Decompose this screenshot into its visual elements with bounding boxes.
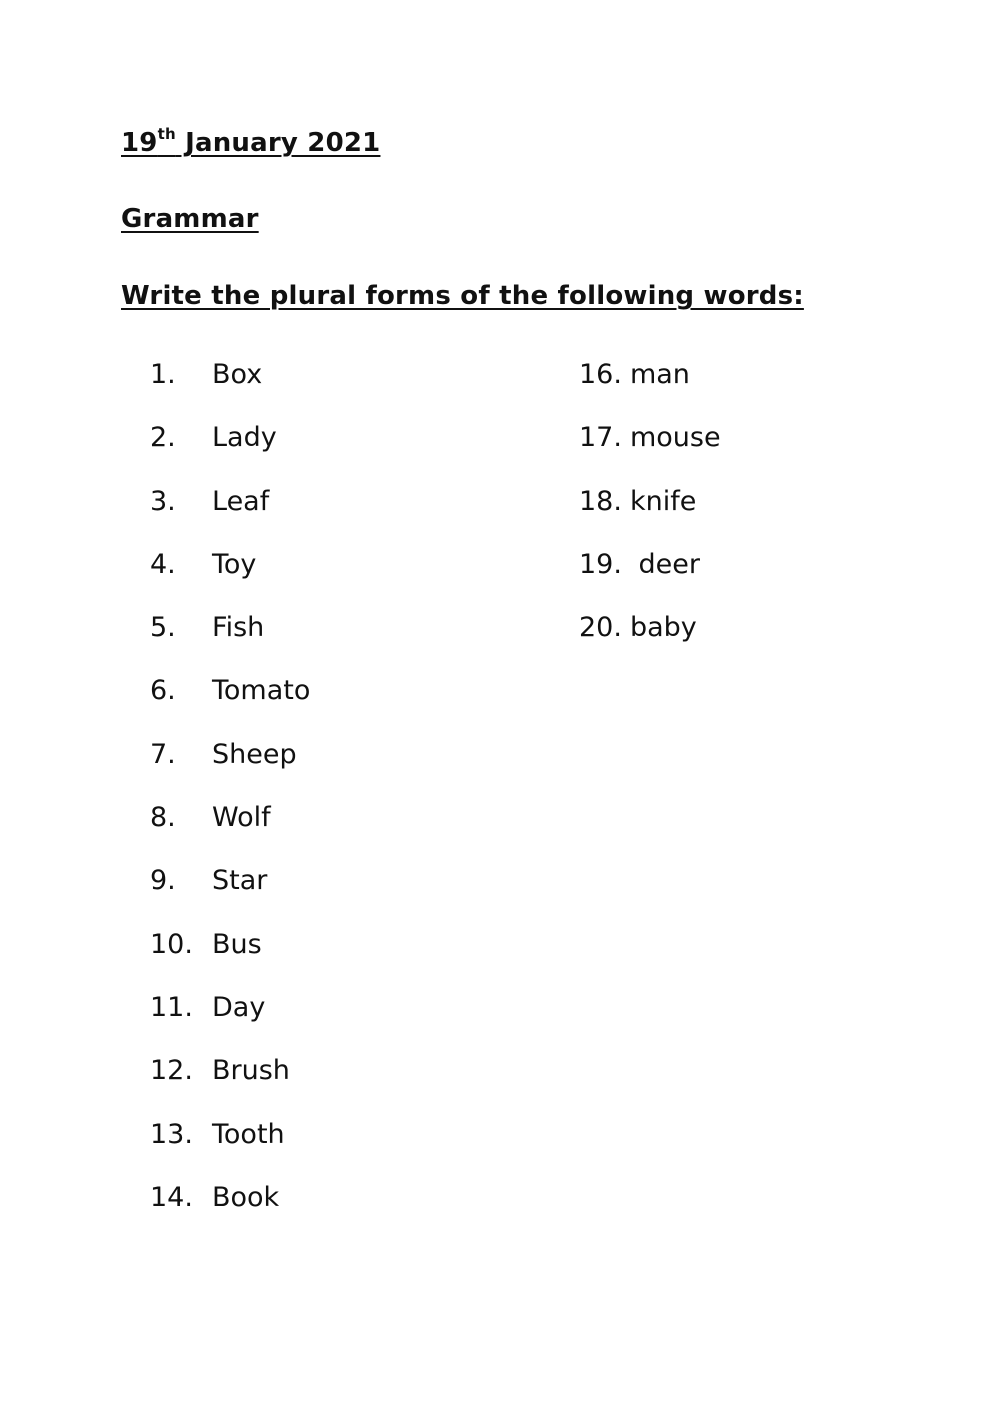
item-number: 19.: [579, 548, 622, 580]
item-number: 2.: [150, 422, 176, 454]
list-item: [579, 545, 721, 608]
item-word: Leaf: [212, 485, 270, 517]
list-item: [150, 482, 310, 545]
item-number: 9.: [150, 865, 176, 897]
item-number: 10.: [150, 928, 193, 960]
item-word: Star: [212, 865, 268, 897]
item-word: man: [629, 359, 690, 390]
list-item: [150, 1115, 310, 1178]
word-list-right: [579, 355, 721, 671]
item-word: deer: [629, 548, 700, 580]
list-item: [150, 861, 310, 924]
list-item: [150, 545, 310, 608]
item-number: 8.: [150, 802, 176, 834]
date-rest: January 2021: [175, 128, 381, 158]
item-word: Bus: [212, 928, 262, 960]
item-word: Tooth: [212, 1118, 285, 1150]
item-number: 18.: [579, 485, 622, 517]
item-number: 17.: [579, 422, 622, 454]
date-suffix: th: [157, 125, 176, 143]
instruction-heading: Write the plural forms of the following words:: [121, 281, 804, 311]
list-item: [150, 608, 310, 671]
item-number: 12.: [150, 1055, 193, 1087]
date-day: 19: [121, 128, 158, 158]
item-number: 3.: [150, 485, 176, 517]
item-word: Tomato: [212, 675, 311, 707]
item-word: Brush: [212, 1055, 290, 1087]
list-item: [150, 1178, 310, 1241]
item-number: 16.: [579, 359, 622, 390]
item-number: 4.: [150, 548, 176, 580]
list-item: [150, 671, 310, 734]
item-word: Book: [212, 1181, 280, 1213]
date-heading: [121, 126, 380, 160]
item-word: Day: [212, 991, 266, 1023]
item-number: 13.: [150, 1118, 193, 1150]
item-word: Box: [212, 359, 263, 390]
item-word: Fish: [212, 612, 265, 644]
list-item: [150, 988, 310, 1051]
list-item: [579, 418, 721, 481]
list-item: [150, 925, 310, 988]
item-word: Toy: [212, 548, 257, 580]
item-number: 1.: [150, 359, 176, 390]
list-item: [579, 482, 721, 545]
list-item: [150, 355, 310, 418]
list-item: [150, 418, 310, 481]
item-word: baby: [629, 612, 697, 644]
list-item: [150, 735, 310, 798]
list-item: [579, 355, 721, 418]
list-item: [150, 1051, 310, 1114]
word-list-left: [150, 355, 310, 1241]
item-number: 14.: [150, 1181, 193, 1213]
item-number: 11.: [150, 991, 193, 1023]
item-number: 20.: [579, 612, 622, 644]
item-number: 5.: [150, 612, 176, 644]
item-word: Wolf: [212, 802, 271, 834]
item-number: 6.: [150, 675, 176, 707]
list-item: [150, 798, 310, 861]
item-number: 7.: [150, 738, 176, 770]
list-item: [579, 608, 721, 671]
item-word: Sheep: [212, 738, 297, 770]
item-word: mouse: [629, 422, 721, 454]
item-word: knife: [629, 485, 697, 517]
item-word: Lady: [212, 422, 277, 454]
section-title: Grammar: [121, 204, 259, 234]
